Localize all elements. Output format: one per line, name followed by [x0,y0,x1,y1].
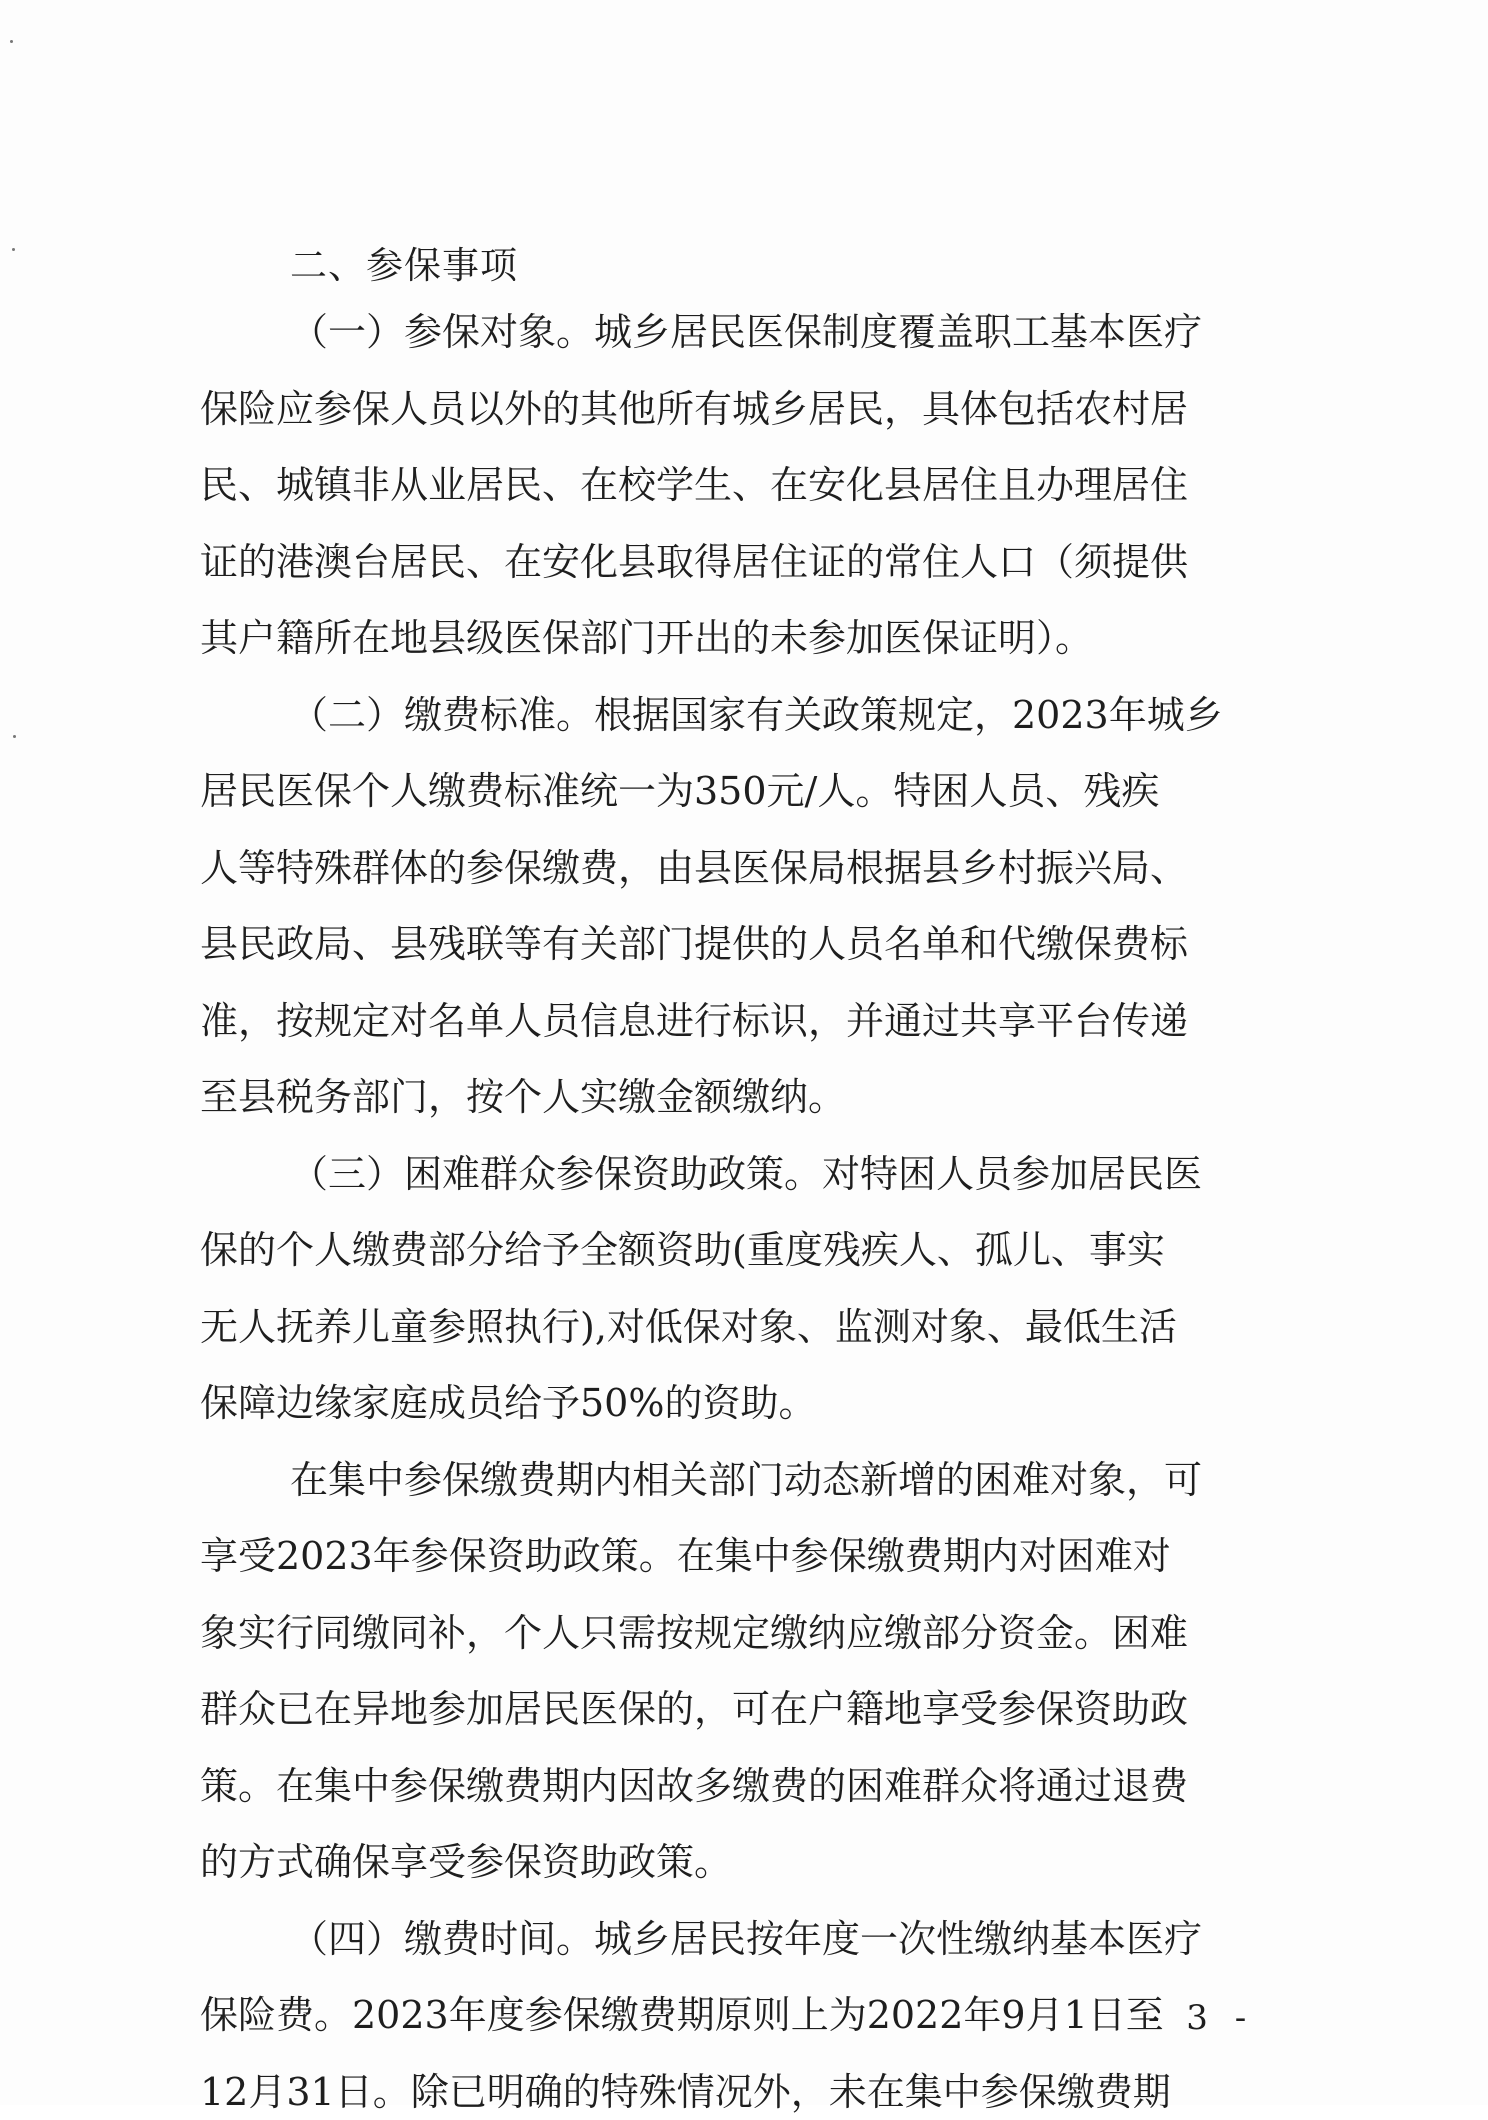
paragraph-line: 享受2023年参保资助政策。在集中参保缴费期内对困难对 [200,1534,1171,1578]
paragraph-line: 在集中参保缴费期内相关部门动态新增的困难对象，可 [290,1457,1203,1502]
scan-speck [13,735,16,738]
paragraph-line: 保险应参保人员以外的其他所有城乡居民，具体包括农村居 [200,386,1189,431]
paragraph-line: 策。在集中参保缴费期内因故多缴费的困难群众将通过退费 [200,1763,1189,1808]
paragraph-line: （一）参保对象。城乡居民医保制度覆盖职工基本医疗 [290,310,1203,354]
paragraph-line: 居民医保个人缴费标准统一为350元/人。特困人员、残疾 [200,769,1160,813]
paragraph-line: 象实行同缴同补，个人只需按规定缴纳应缴部分资金。困难 [200,1610,1189,1655]
scan-speck [12,248,15,251]
paragraph-line: 保障边缘家庭成员给予50%的资助。 [200,1381,817,1425]
paragraph-line: 至县税务部门，按个人实缴金额缴纳。 [200,1075,847,1119]
scan-speck [10,40,13,43]
paragraph-line: 民、城镇非从业居民、在校学生、在安化县居住且办理居住 [200,463,1189,507]
paragraph-line: 群众已在异地参加居民医保的，可在户籍地享受参保资助政 [200,1687,1189,1731]
section-heading: 二、参保事项 [290,244,518,287]
paragraph-line: 证的港澳台居民、在安化县取得居住证的常住人口（须提供 [200,539,1189,584]
paragraph-line: 准，按规定对名单人员信息进行标识，并通过共享平台传递 [200,998,1189,1043]
paragraph-line: 其户籍所在地县级医保部门开出的未参加医保证明）。 [200,616,1094,660]
paragraph-line: 12月31日。除已明确的特殊情况外，未在集中参保缴费期 [200,2069,1171,2114]
paragraph-line: （三）困难群众参保资助政策。对特困人员参加居民医 [290,1151,1203,1196]
paragraph-line: 的方式确保享受参保资助政策。 [200,1840,733,1884]
paragraph-line: 无人抚养儿童参照执行),对低保对象、监测对象、最低生活 [200,1304,1177,1349]
paragraph-line: （四）缴费时间。城乡居民按年度一次性缴纳基本医疗 [290,1916,1203,1961]
paragraph-line: 人等特殊群体的参保缴费，由县医保局根据县乡村振兴局、 [200,845,1189,890]
paragraph-line: 县民政局、县残联等有关部门提供的人员名单和代缴保费标 [200,922,1189,966]
paragraph-line: （二）缴费标准。根据国家有关政策规定，2023年城乡 [290,692,1223,737]
paragraph-line: 保险费。2023年度参保缴费期原则上为2022年9月1日至 [200,1993,1164,2037]
paragraph-line: 保的个人缴费部分给予全额资助(重度残疾人、孤儿、事实 [200,1228,1165,1272]
page-number: - 3 - [1148,1998,1255,2038]
